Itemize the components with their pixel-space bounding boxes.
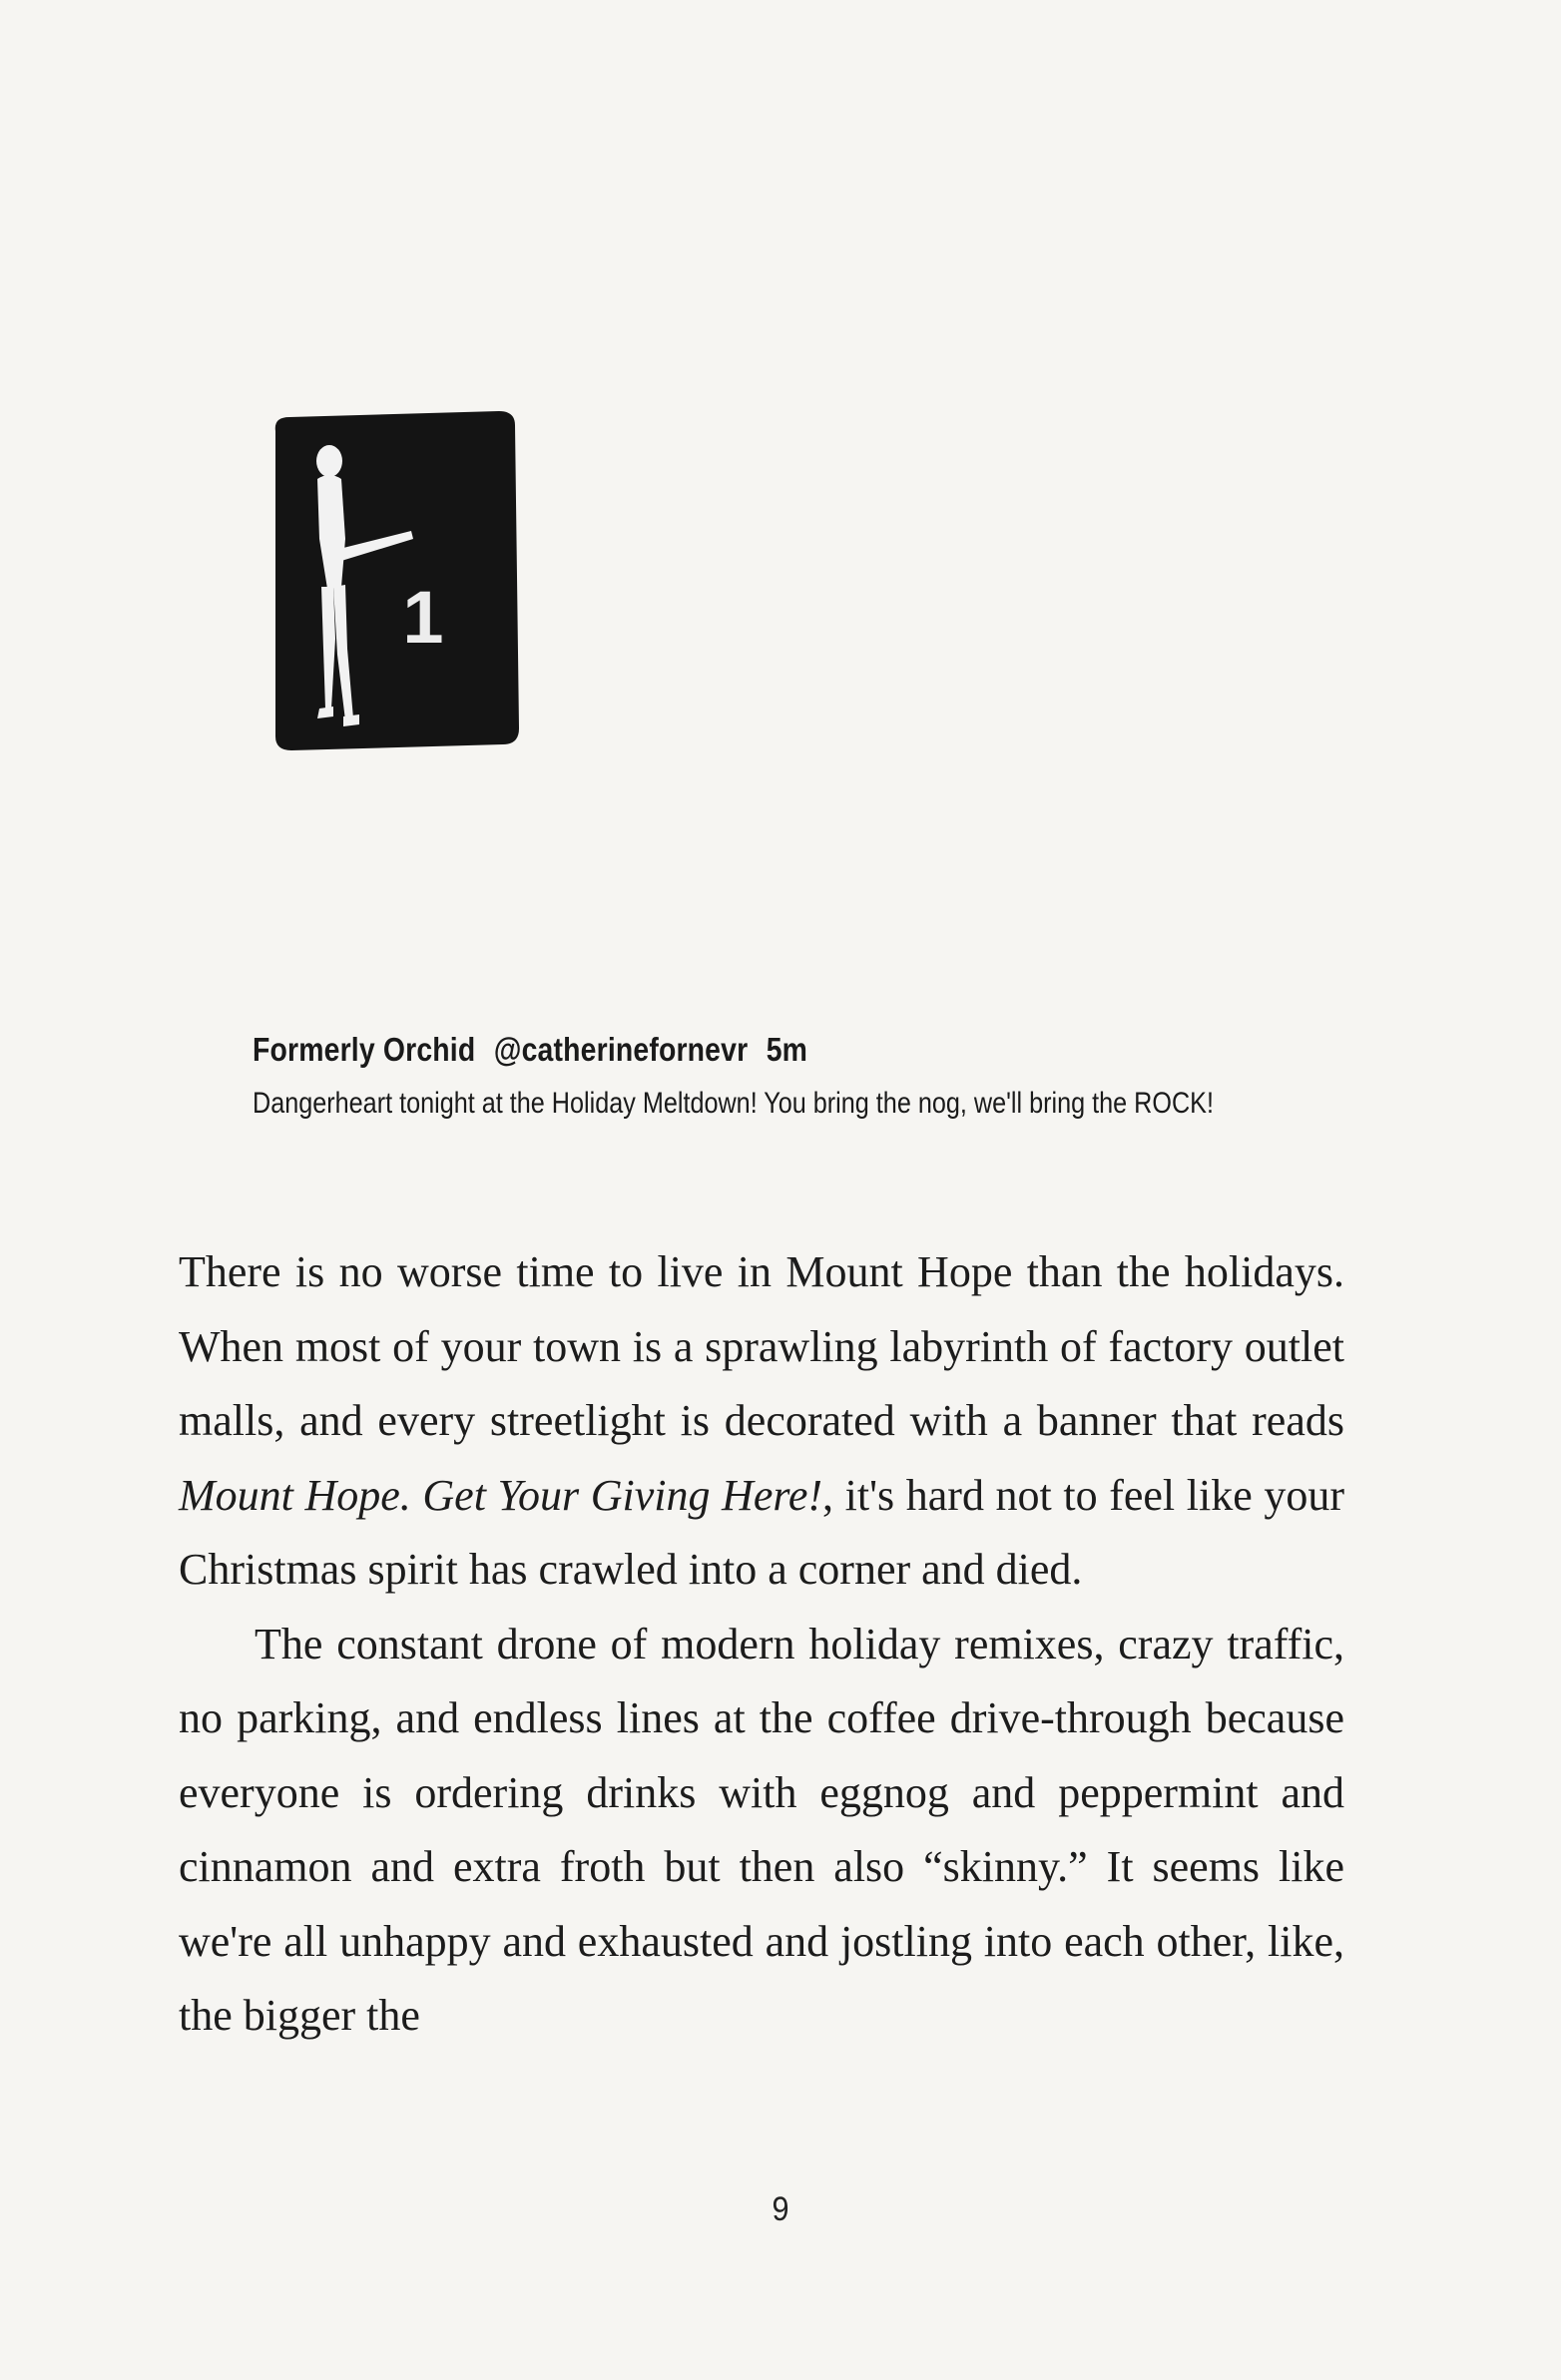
- page-number: 9: [772, 2190, 789, 2228]
- post-time: 5m: [766, 1031, 808, 1068]
- post-header: [253, 1024, 1163, 1076]
- paragraph-1-start: There is no worse time to live in Mount Hope than the holidays. When most of your town is a sprawling labyrinth of factory outlet malls, and every streetlight is decorated with a banner that reads: [179, 1247, 1344, 1445]
- post-handle: @catherinefornevr: [493, 1031, 749, 1068]
- chapter-badge: [261, 409, 523, 758]
- post-text: Dangerheart tonight at the Holiday Meltdown! You bring the nog, we'll bring the ROCK!: [253, 1087, 1214, 1120]
- post-author: Formerly Orchid: [253, 1031, 476, 1068]
- social-post: [253, 1024, 1310, 1128]
- chapter-number: 1: [402, 576, 444, 659]
- paragraph-1-end: , it's hard not to feel like your Christmas spirit has crawled into a corner and died.: [179, 1470, 1345, 1594]
- paragraph-2: The constant drone of modern holiday remixes, crazy traffic, no parking, and endless lines at the coffee drive-through because everyone is ordering drinks with eggnog and peppermint and cinnamon and extra froth but then also “skinny.” It seems like we're all unhappy and exhausted and jostling into each other, like, the bigger the: [179, 1619, 1344, 2040]
- banner-quote: Mount Hope. Get Your Giving Here!: [179, 1470, 823, 1520]
- body-text: [179, 1235, 1344, 2054]
- paragraph-1: [179, 1235, 1344, 1608]
